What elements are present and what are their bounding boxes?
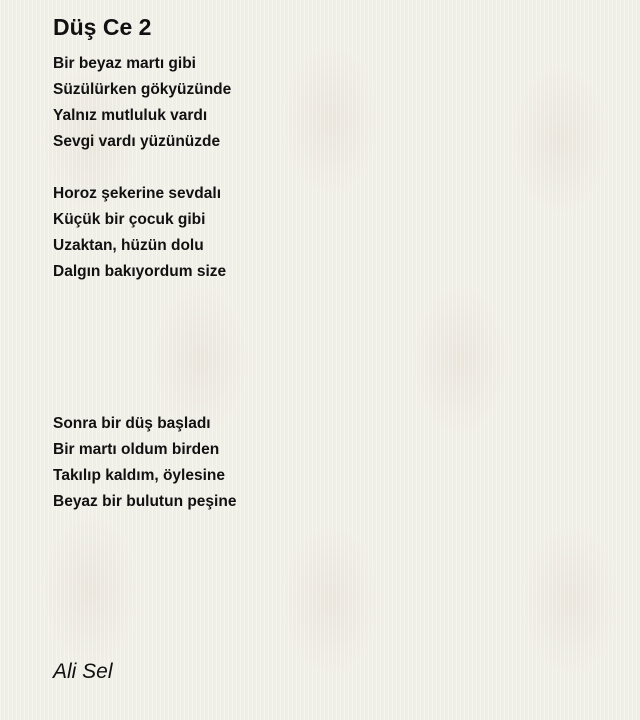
poem-title: Düş Ce 2 — [53, 14, 152, 40]
poem-line: Horoz şekerine sevdalı — [53, 185, 221, 202]
poem-container — [53, 12, 613, 683]
poem-line: Küçük bir çocuk gibi — [53, 211, 206, 228]
poem-line: Sonra bir düş başladı — [53, 415, 211, 432]
stanza-3 — [53, 411, 236, 515]
stanza-2 — [53, 181, 226, 285]
poem-line: Sevgi vardı yüzünüzde — [53, 133, 221, 150]
poem-line: Süzülürken gökyüzünde — [53, 81, 232, 98]
poem-line: Yalnız mutluluk vardı — [53, 107, 208, 124]
poem-line: Beyaz bir bulutun peşine — [53, 493, 237, 510]
poem-line: Uzaktan, hüzün dolu — [53, 237, 204, 254]
poem-line: Bir beyaz martı gibi — [53, 55, 196, 72]
stanza-1 — [53, 51, 231, 155]
poem-author: Ali Sel — [53, 660, 113, 683]
poem-line: Dalgın bakıyordum size — [53, 263, 227, 280]
poem-line: Takılıp kaldım, öylesine — [53, 467, 225, 484]
poem-line: Bir martı oldum birden — [53, 441, 220, 458]
